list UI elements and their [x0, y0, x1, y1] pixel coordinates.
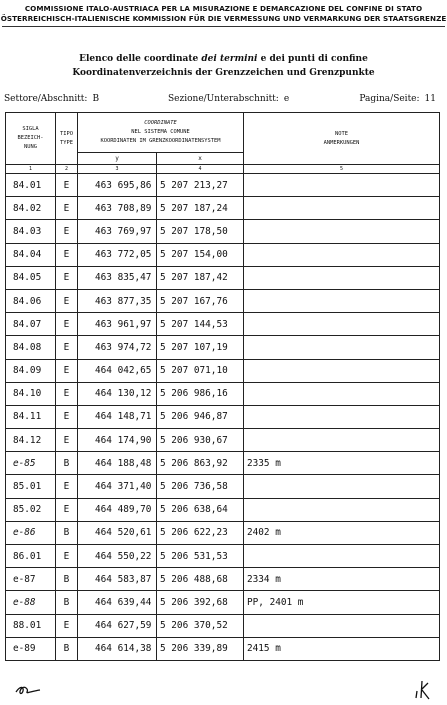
x-coordinate-cell: 5 206 370,52 — [157, 614, 244, 637]
x-coordinate-cell: 5 207 107,19 — [157, 336, 244, 359]
tipo-cell: B — [56, 568, 78, 591]
commission-title-german: ÖSTERREICHISCH-ITALIENISCHE KOMMISSION FÜR DIE VERMESSUNG UND VERMARKUNG DER STAATSGRENZE — [0, 14, 447, 23]
table-row — [6, 545, 440, 568]
table-row — [6, 405, 440, 428]
tipo-cell: E — [56, 313, 78, 336]
sigla-cell: 84.11 — [6, 405, 56, 428]
sigla-cell: 86.01 — [6, 545, 56, 568]
signature-initials-left — [14, 683, 44, 697]
sigla-cell: 84.04 — [6, 243, 56, 266]
sigla-cell: e-88 — [6, 591, 56, 614]
table-row — [6, 220, 440, 243]
col-number-5: 5 — [244, 165, 440, 174]
tipo-cell: E — [56, 614, 78, 637]
sector-value: B — [92, 94, 100, 104]
tipo-cell: E — [56, 405, 78, 428]
header-bezeichnung: BEZEICH- NUNG — [17, 135, 44, 150]
table-row — [6, 521, 440, 544]
tipo-cell: E — [56, 498, 78, 521]
y-coordinate-cell: 464 614,38 — [78, 637, 157, 660]
sigla-cell: 85.01 — [6, 475, 56, 498]
x-coordinate-cell: 5 206 339,89 — [157, 637, 244, 660]
note-cell — [244, 405, 440, 428]
tipo-cell: E — [56, 174, 78, 197]
table-row — [6, 429, 440, 452]
tipo-cell: E — [56, 475, 78, 498]
y-coordinate-cell: 464 489,70 — [78, 498, 157, 521]
subsection-label: Sezione/Unterabschnitt: — [168, 94, 279, 104]
header-coordinate-italic: COORDINATE — [144, 119, 177, 126]
y-coordinate-cell: 464 627,59 — [78, 614, 157, 637]
sigla-cell: 84.09 — [6, 359, 56, 382]
table-row — [6, 174, 440, 197]
note-cell — [244, 243, 440, 266]
sigla-cell: 84.10 — [6, 382, 56, 405]
y-coordinate-cell: 463 835,47 — [78, 266, 157, 289]
y-coordinate-cell: 464 042,65 — [78, 359, 157, 382]
tipo-cell: E — [56, 382, 78, 405]
tipo-cell: B — [56, 637, 78, 660]
y-coordinate-cell: 464 583,87 — [78, 568, 157, 591]
header-tipo — [56, 113, 78, 165]
page-label: Pagina/Seite: — [359, 94, 420, 104]
header-coordinate-rest: NEL SISTEMA COMUNE — [131, 128, 190, 135]
note-cell — [244, 359, 440, 382]
coordinates-table — [5, 112, 440, 661]
x-coordinate-cell: 5 206 622,23 — [157, 521, 244, 544]
tipo-cell: B — [56, 591, 78, 614]
tipo-cell: E — [56, 243, 78, 266]
title-italian-pre: Elenco delle coordinate — [79, 54, 199, 64]
tipo-cell: E — [56, 220, 78, 243]
note-cell — [244, 614, 440, 637]
header-note — [244, 113, 440, 165]
y-coordinate-cell: 463 772,05 — [78, 243, 157, 266]
sigla-cell: 84.12 — [6, 429, 56, 452]
title-italian-post: e dei punti di confine — [260, 54, 368, 64]
y-coordinate-cell: 463 695,86 — [78, 174, 157, 197]
y-coordinate-cell: 464 520,61 — [78, 521, 157, 544]
table-row — [6, 591, 440, 614]
sigla-cell: 84.06 — [6, 289, 56, 312]
x-coordinate-cell: 5 207 167,76 — [157, 289, 244, 312]
x-coordinate-cell: 5 206 930,67 — [157, 429, 244, 452]
header-divider — [2, 26, 445, 27]
table-row — [6, 313, 440, 336]
sigla-cell: 84.05 — [6, 266, 56, 289]
table-row — [6, 289, 440, 312]
x-coordinate-cell: 5 206 863,92 — [157, 452, 244, 475]
x-coordinate-cell: 5 207 071,10 — [157, 359, 244, 382]
table-row — [6, 498, 440, 521]
x-coordinate-cell: 5 206 736,58 — [157, 475, 244, 498]
col-number-2: 2 — [56, 165, 78, 174]
title-italian-italic: dei termini — [201, 54, 258, 64]
header-y: y — [78, 152, 157, 164]
table-row — [6, 359, 440, 382]
note-cell: 2335 m — [244, 452, 440, 475]
note-cell — [244, 174, 440, 197]
y-coordinate-cell: 464 130,12 — [78, 382, 157, 405]
tipo-cell: B — [56, 452, 78, 475]
sigla-cell: e-89 — [6, 637, 56, 660]
sigla-cell: e-86 — [6, 521, 56, 544]
note-cell: 2402 m — [244, 521, 440, 544]
y-coordinate-cell: 464 174,90 — [78, 429, 157, 452]
note-cell — [244, 266, 440, 289]
x-coordinate-cell: 5 206 531,53 — [157, 545, 244, 568]
sigla-cell: 85.02 — [6, 498, 56, 521]
signature-initials-right — [413, 677, 437, 701]
header-sigla — [6, 113, 56, 165]
table-row — [6, 382, 440, 405]
table-row — [6, 452, 440, 475]
x-coordinate-cell: 5 206 392,68 — [157, 591, 244, 614]
note-cell — [244, 382, 440, 405]
tipo-cell: E — [56, 336, 78, 359]
sector-label: Settore/Abschnitt: — [4, 94, 88, 104]
y-coordinate-cell: 463 877,35 — [78, 289, 157, 312]
header-tipo-it: TIPO — [60, 130, 73, 137]
header-type-de: TYPE — [60, 139, 73, 146]
header-sigla-it: SIGLA — [22, 126, 39, 132]
note-cell: 2415 m — [244, 637, 440, 660]
table-row — [6, 637, 440, 660]
note-cell — [244, 336, 440, 359]
table-row — [6, 243, 440, 266]
y-coordinate-cell: 464 188,48 — [78, 452, 157, 475]
x-coordinate-cell: 5 207 144,53 — [157, 313, 244, 336]
sigla-cell: 84.08 — [6, 336, 56, 359]
note-cell — [244, 197, 440, 220]
sector-field — [4, 94, 99, 104]
table-row — [6, 614, 440, 637]
document-title-italian — [0, 54, 447, 64]
col-number-3: 3 — [78, 165, 157, 174]
document-title-german: Koordinatenverzeichnis der Grenzzeichen und Grenzpunkte — [72, 68, 375, 78]
commission-title-italian: COMMISSIONE ITALO-AUSTRIACA PER LA MISURAZIONE E DEMARCAZIONE DEL CONFINE DI STATO — [24, 4, 423, 13]
y-coordinate-cell: 463 769,97 — [78, 220, 157, 243]
note-cell — [244, 289, 440, 312]
y-coordinate-cell: 464 550,22 — [78, 545, 157, 568]
y-coordinate-cell: 464 639,44 — [78, 591, 157, 614]
note-cell — [244, 429, 440, 452]
note-cell — [244, 545, 440, 568]
tipo-cell: B — [56, 521, 78, 544]
x-coordinate-cell: 5 207 154,00 — [157, 243, 244, 266]
tipo-cell: E — [56, 266, 78, 289]
x-coordinate-cell: 5 207 187,24 — [157, 197, 244, 220]
header-coordinates — [78, 113, 244, 153]
x-coordinate-cell: 5 207 187,42 — [157, 266, 244, 289]
subsection-value: e — [283, 94, 290, 104]
note-cell: PP, 2401 m — [244, 591, 440, 614]
sigla-cell: e-85 — [6, 452, 56, 475]
sigla-cell: 84.07 — [6, 313, 56, 336]
coordinates-rows — [6, 174, 440, 661]
header-koordinaten: KOORDINATEN IM GRENZKOORDINATENSYSTEM — [100, 137, 221, 144]
note-cell — [244, 475, 440, 498]
table-row — [6, 568, 440, 591]
sigla-cell: 84.01 — [6, 174, 56, 197]
y-coordinate-cell: 464 148,71 — [78, 405, 157, 428]
note-cell — [244, 498, 440, 521]
tipo-cell: E — [56, 545, 78, 568]
sigla-cell: e-87 — [6, 568, 56, 591]
table-row — [6, 266, 440, 289]
tipo-cell: E — [56, 429, 78, 452]
y-coordinate-cell: 463 961,97 — [78, 313, 157, 336]
table-row — [6, 197, 440, 220]
x-coordinate-cell: 5 206 488,68 — [157, 568, 244, 591]
col-number-1: 1 — [6, 165, 56, 174]
y-coordinate-cell: 463 974,72 — [78, 336, 157, 359]
x-coordinate-cell: 5 207 178,50 — [157, 220, 244, 243]
sigla-cell: 84.03 — [6, 220, 56, 243]
x-coordinate-cell: 5 206 638,64 — [157, 498, 244, 521]
note-cell — [244, 220, 440, 243]
subsection-field — [168, 94, 289, 104]
tipo-cell: E — [56, 197, 78, 220]
header-note-it: NOTE — [335, 130, 348, 137]
x-coordinate-cell: 5 206 946,87 — [157, 405, 244, 428]
sigla-cell: 84.02 — [6, 197, 56, 220]
x-coordinate-cell: 5 207 213,27 — [157, 174, 244, 197]
header-anmerkungen: ANMERKUNGEN — [323, 139, 360, 146]
tipo-cell: E — [56, 289, 78, 312]
page-field — [359, 94, 436, 104]
y-coordinate-cell: 464 371,40 — [78, 475, 157, 498]
table-row — [6, 475, 440, 498]
y-coordinate-cell: 463 708,89 — [78, 197, 157, 220]
page-value: 11 — [424, 94, 436, 104]
header-x: x — [157, 152, 244, 164]
table-row — [6, 336, 440, 359]
col-number-4: 4 — [157, 165, 244, 174]
tipo-cell: E — [56, 359, 78, 382]
note-cell: 2334 m — [244, 568, 440, 591]
note-cell — [244, 313, 440, 336]
sigla-cell: 88.01 — [6, 614, 56, 637]
x-coordinate-cell: 5 206 986,16 — [157, 382, 244, 405]
